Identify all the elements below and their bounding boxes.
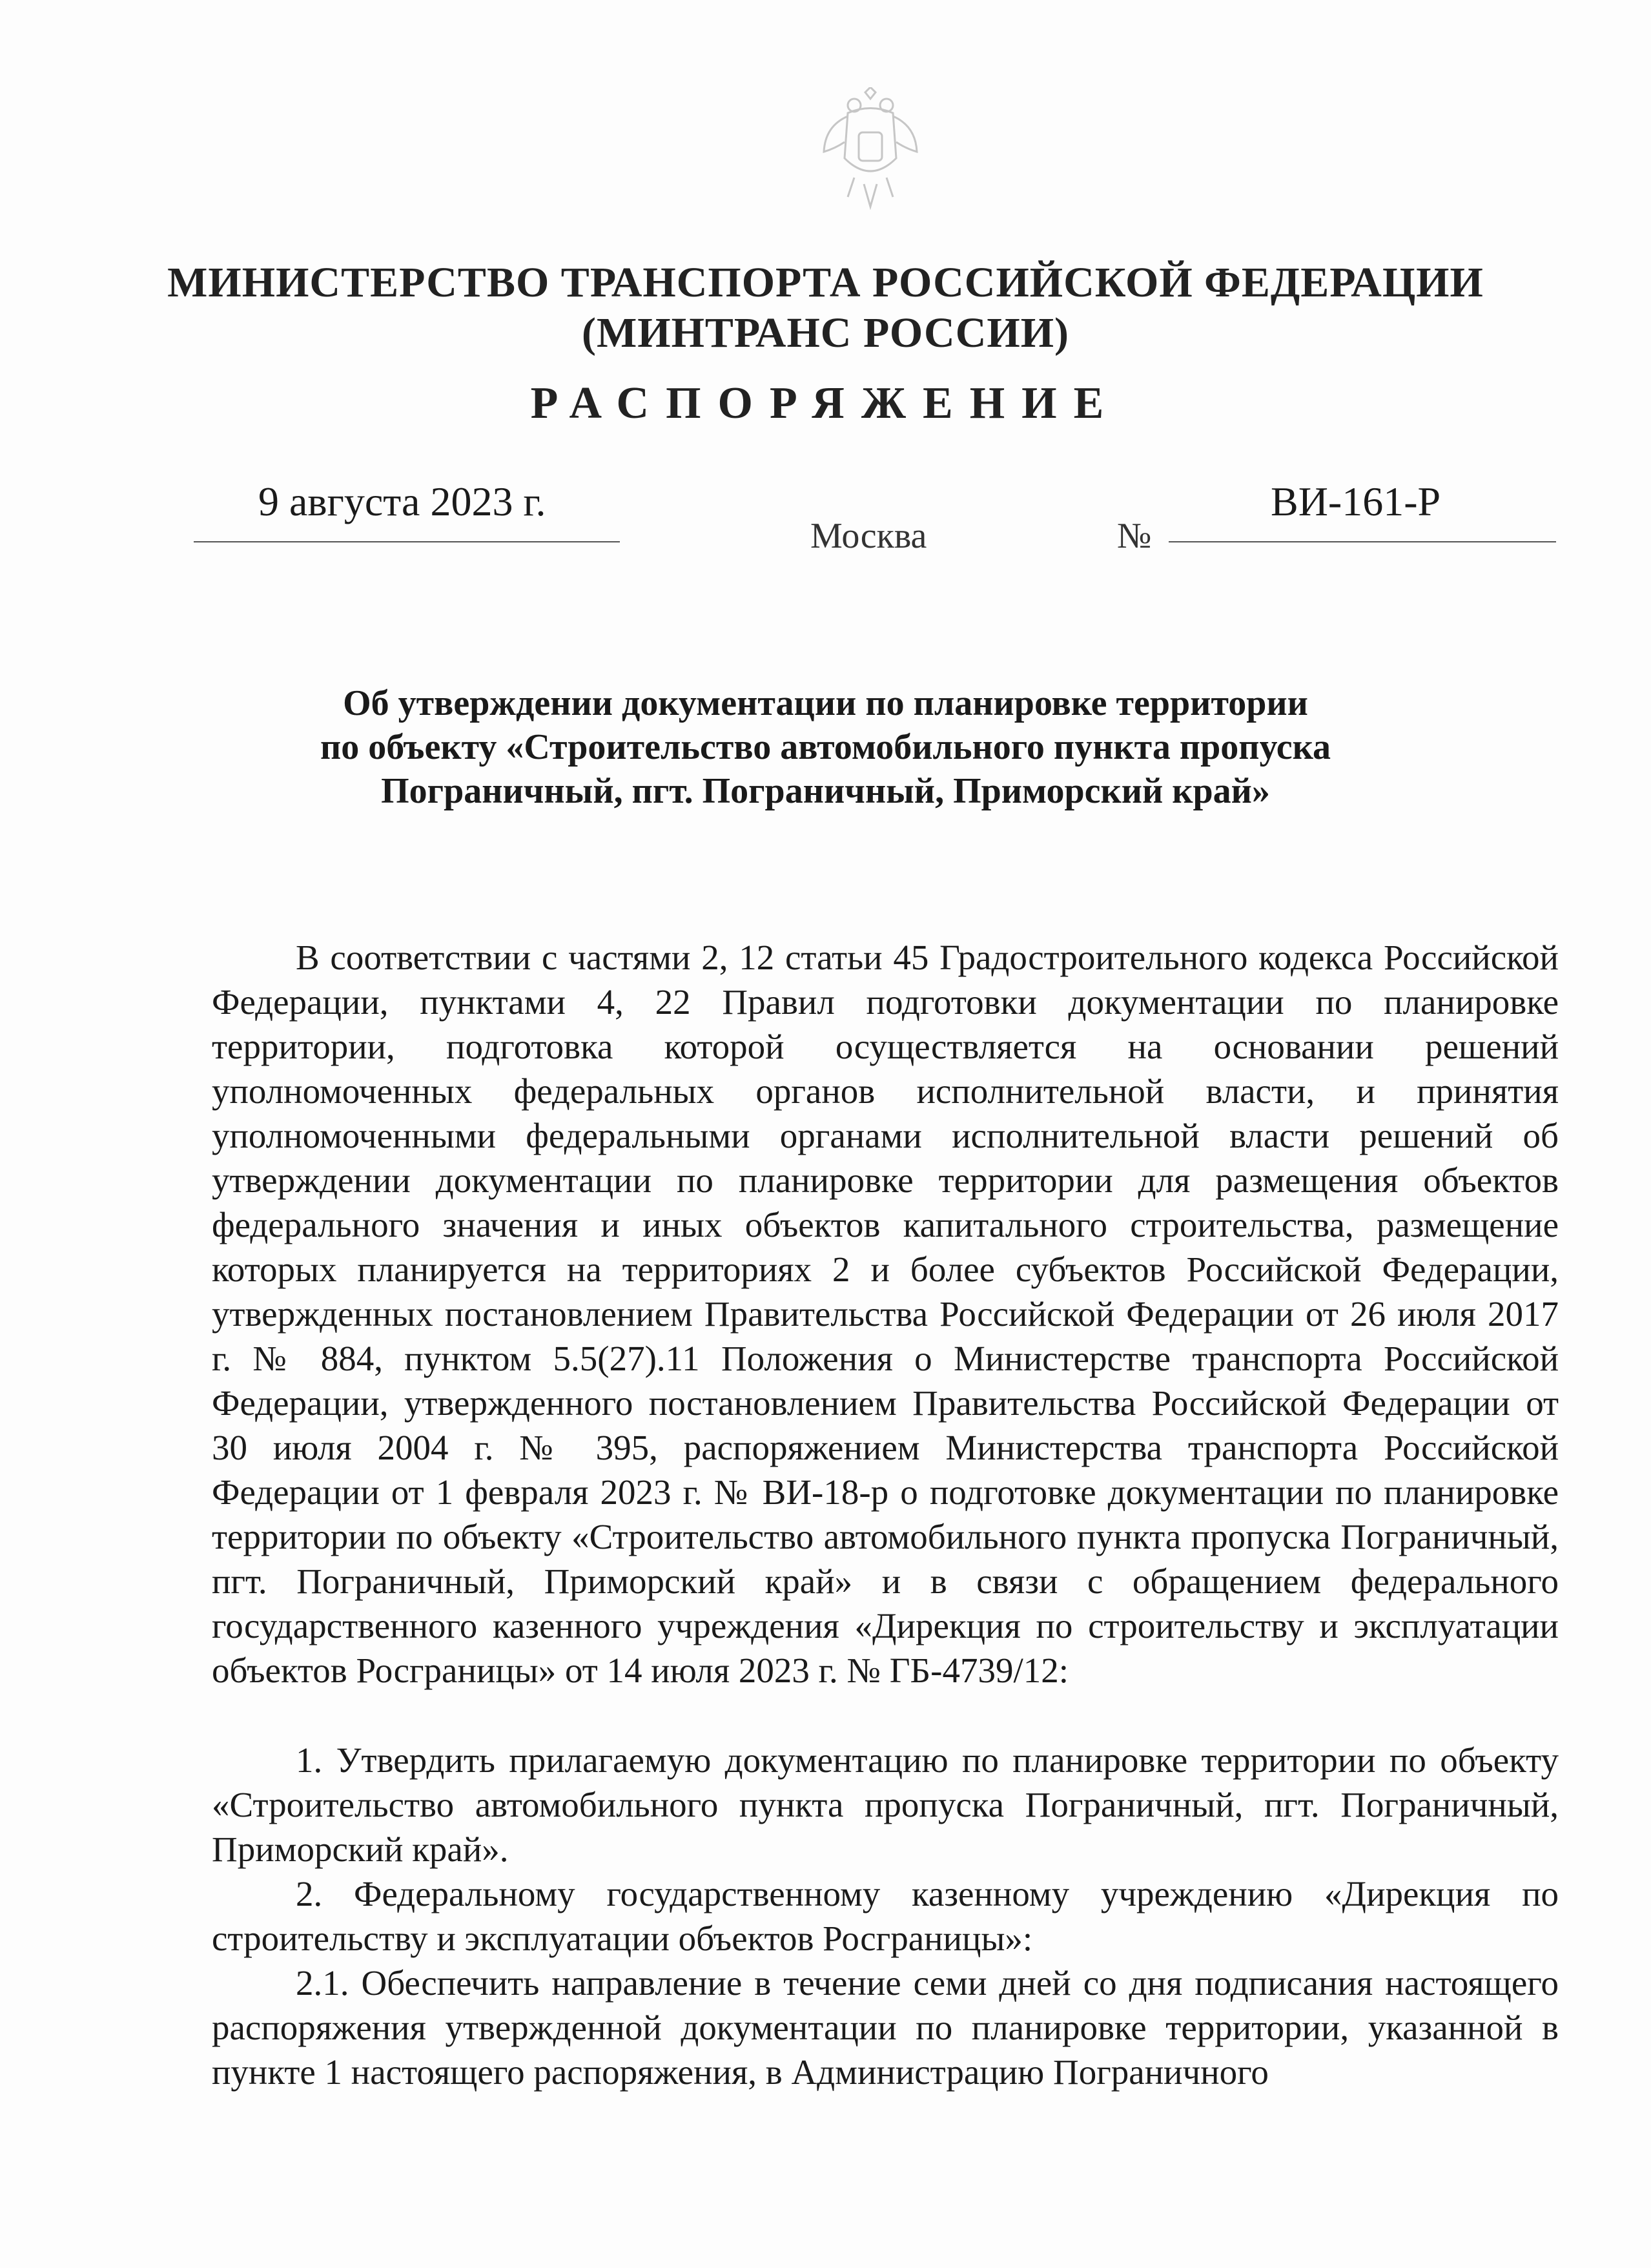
document-city: Москва [810, 516, 927, 556]
preamble-paragraph: В соответствии с частями 2, 12 статьи 45 Градостроительного кодекса Российской Федерации, пунктами 4, 22 Правил подготовки документации по планировке территории, подготовка которой осуществляется на основании решений уполномоченных федеральных органов исполнительной власти, и принятия уполномоченными федеральными органами исполнительной власти решений об утверждении документации по планировке территории для размещения объектов федерального значения и иных объектов капитального строительства, размещение которых планируется на территориях 2 и более субъектов Российской Федерации, утвержденных постановлением Правительства Российской Федерации от 26 июля 2017 г. № 884, пунктом 5.5(27).11 Положения о Министерстве транспорта Российской Федерации, утвержденного постановлением Правительства Российской Федерации от 30 июля 2004 г. № 395, распоряжением Министерства транспорта Российской Федерации от 1 февраля 2023 г. № ВИ-18-р о подготовке документации по планировке территории по объекту «Строительство автомобильного пункта пропуска Пограничный, пгт. Пограничный, Приморский край» и в связи с обращением федерального государственного казенного учреждения «Дирекция по строительству и эксплуатации объектов Росграницы» от 14 июля 2023 г. № ГБ-4739/12: [212, 938, 1559, 1690]
number-sign: № [1117, 516, 1152, 556]
item-2-paragraph: 2. Федеральному государственному казенному учреждению «Дирекция по строительству и эксплуатации объектов Росграницы»: [212, 1874, 1559, 1958]
subject-line: по объекту «Строительство автомобильного пункта пропуска [320, 727, 1331, 767]
document-body [212, 935, 1559, 2094]
date-underline [194, 541, 620, 542]
paragraph-gap [212, 1693, 1559, 1738]
item-1-paragraph: 1. Утвердить прилагаемую документацию по планировке территории по объекту «Строительство автомобильного пункта пропуска Пограничный, пгт. Пограничный, Приморский край». [212, 1740, 1559, 1869]
document-type-title: РАСПОРЯЖЕНИЕ [530, 378, 1121, 428]
number-underline [1169, 541, 1556, 542]
subject-line: Пограничный, пгт. Пограничный, Приморский край» [381, 771, 1270, 811]
coat-of-arms-icon [819, 87, 922, 210]
ministry-short-name: (МИНТРАНС РОССИИ) [581, 309, 1070, 356]
item-2-1-paragraph: 2.1. Обеспечить направление в течение семи дней со дня подписания настоящего распоряжения утвержденной документации по планировке территории, указанной в пункте 1 настоящего распоряжения, в Администрацию Пограничного [212, 1963, 1559, 2092]
document-date: 9 августа 2023 г. [258, 479, 546, 524]
subject-line: Об утверждении документации по планировке территории [343, 683, 1308, 723]
ministry-name: МИНИСТЕРСТВО ТРАНСПОРТА РОССИЙСКОЙ ФЕДЕРАЦИИ [167, 259, 1484, 306]
document-subject [0, 681, 1651, 813]
document-number: ВИ-161-Р [1271, 479, 1441, 524]
